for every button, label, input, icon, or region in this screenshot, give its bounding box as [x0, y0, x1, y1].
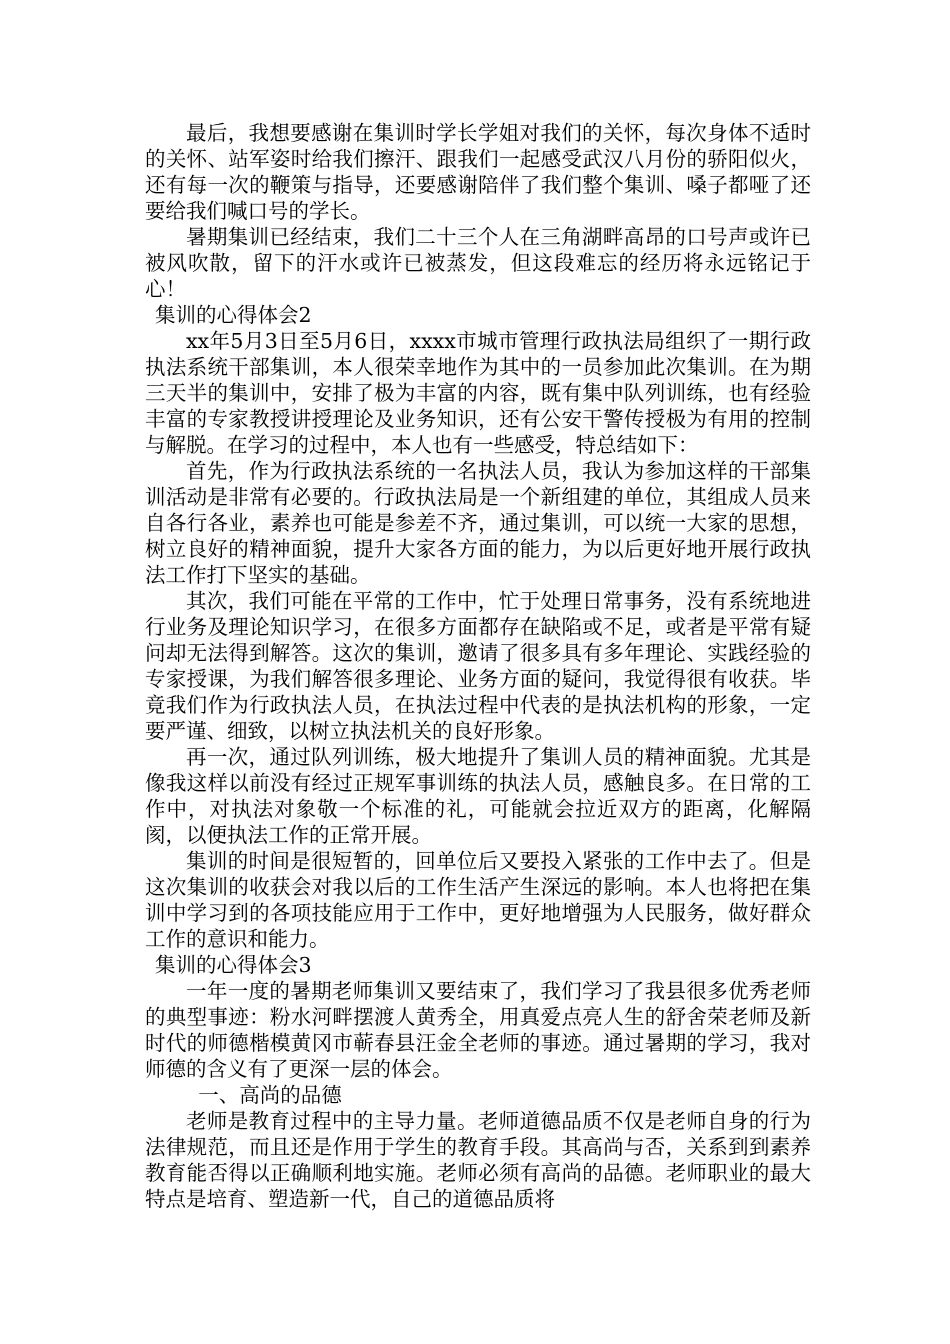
paragraph-first: 首先，作为行政执法系统的一名执法人员，我认为参加这样的干部集训活动是非常有必要的。行政执法局是一个新组建的单位，其组成人员来自各行各业，素养也可能是参差不齐，通过集训，可以统一大家的思想，树立良好的精神面貌，提升大家各方面的能力，为以后更好地开展行政执法工作打下坚实的基础。: [145, 459, 811, 587]
paragraph-intro-2: xx年5月3日至5月6日，xxxx市城市管理行政执法局组织了一期行政执法系统干部集训，本人很荣幸地作为其中的一员参加此次集训。在为期三天半的集训中，安排了极为丰富的内容，既有集中队列训练，也有经验丰富的专家教授讲授理论及业务知识，还有公安干警传授极为有用的控制与解脱。在学习的过程中，本人也有一些感受，特总结如下：: [145, 329, 811, 457]
paragraph-third: 再一次，通过队列训练，极大地提升了集训人员的精神面貌。尤其是像我这样以前没有经过正规军事训练的执法人员，感触良多。在日常的工作中，对执法对象敬一个标准的礼，可能就会拉近双方的距离，化解隔阂，以便执法工作的正常开展。: [145, 745, 811, 847]
section-heading-3: 集训的心得体会3: [155, 953, 312, 977]
paragraph-second: 其次，我们可能在平常的工作中，忙于处理日常事务，没有系统地进行业务及理论知识学习，在很多方面都存在缺陷或不足，或者是平常有疑问却无法得到解答。这次的集训，邀请了很多具有多年理论、实践经验的专家授课，为我们解答很多理论、业务方面的疑问，我觉得很有收获。毕竟我们作为行政执法人员，在执法过程中代表的是执法机构的形象，一定要严谨、细致，以树立执法机关的良好形象。: [145, 589, 811, 743]
paragraph-teacher-role: 老师是教育过程中的主导力量。老师道德品质不仅是老师自身的行为法律规范，而且还是作用于学生的教育手段。其高尚与否，关系到到素养教育能否得以正确顺利地实施。老师必须有高尚的品德。老师职业的最大特点是培育、塑造新一代，自己的道德品质将: [145, 1109, 811, 1211]
paragraph-intro-3: 一年一度的暑期老师集训又要结束了，我们学习了我县很多优秀老师的典型事迹：粉水河畔摆渡人黄秀全，用真爱点亮人生的舒舍荣老师及新时代的师德楷模黄冈市蕲春县汪金全老师的事迹。通过暑期的学习，我对师德的含义有了更深一层的体会。: [145, 979, 811, 1081]
paragraph-training-ended: 暑期集训已经结束，我们二十三个人在三角湖畔高昂的口号声或许已被风吹散，留下的汗水或许已被蒸发，但这段难忘的经历将永远铭记于心！: [145, 225, 811, 301]
paragraph-conclusion-2: 集训的时间是很短暂的，回单位后又要投入紧张的工作中去了。但是这次集训的收获会对我以后的工作生活产生深远的影响。本人也将把在集训中学习到的各项技能应用于工作中，更好地增强为人民服务，做好群众工作的意识和能力。: [145, 849, 811, 951]
paragraph-thanks: 最后，我想要感谢在集训时学长学姐对我们的关怀，每次身体不适时的关怀、站军姿时给我们擦汗、跟我们一起感受武汉八月份的骄阳似火，还有每一次的鞭策与指导，还要感谢陪伴了我们整个集训、嗓子都哑了还要给我们喊口号的学长。: [145, 121, 811, 223]
document-body: [145, 120, 811, 1212]
section-heading-2: 集训的心得体会2: [155, 303, 312, 327]
subheading-noble-character: 一、高尚的品德: [198, 1083, 342, 1107]
